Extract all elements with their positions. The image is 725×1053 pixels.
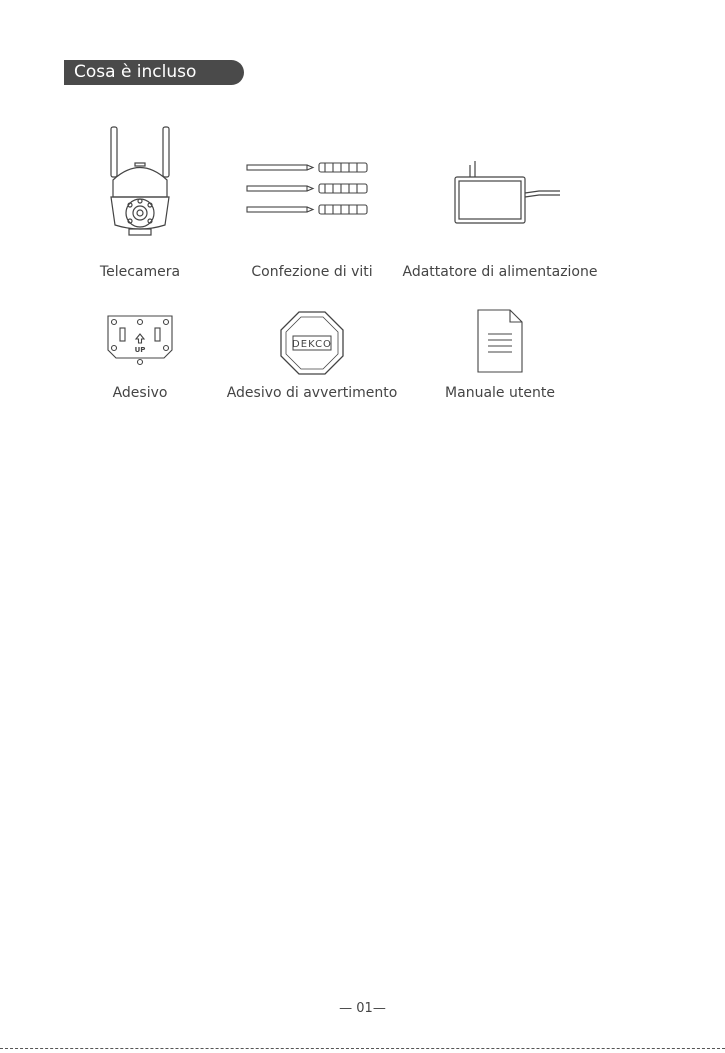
item-label: Telecamera [99,264,181,280]
manual-icon [390,310,610,376]
item-label: Confezione di viti [251,264,373,280]
page-number: — 01— [339,1001,386,1016]
svg-text:UP: UP [134,346,146,354]
bottom-rule [0,1048,725,1049]
item-label: Adesivo di avvertimento [226,385,398,401]
warning-sticker-icon [202,310,422,380]
power-adapter-icon [390,125,610,245]
svg-text:DEKCO: DEKCO [292,339,332,350]
item-label: Adattatore di alimentazione [402,264,598,280]
section-title: Cosa è incluso [64,60,244,85]
item-label: Adesivo [112,385,168,401]
screws-icon [202,125,422,245]
item-label: Manuale utente [445,385,555,401]
